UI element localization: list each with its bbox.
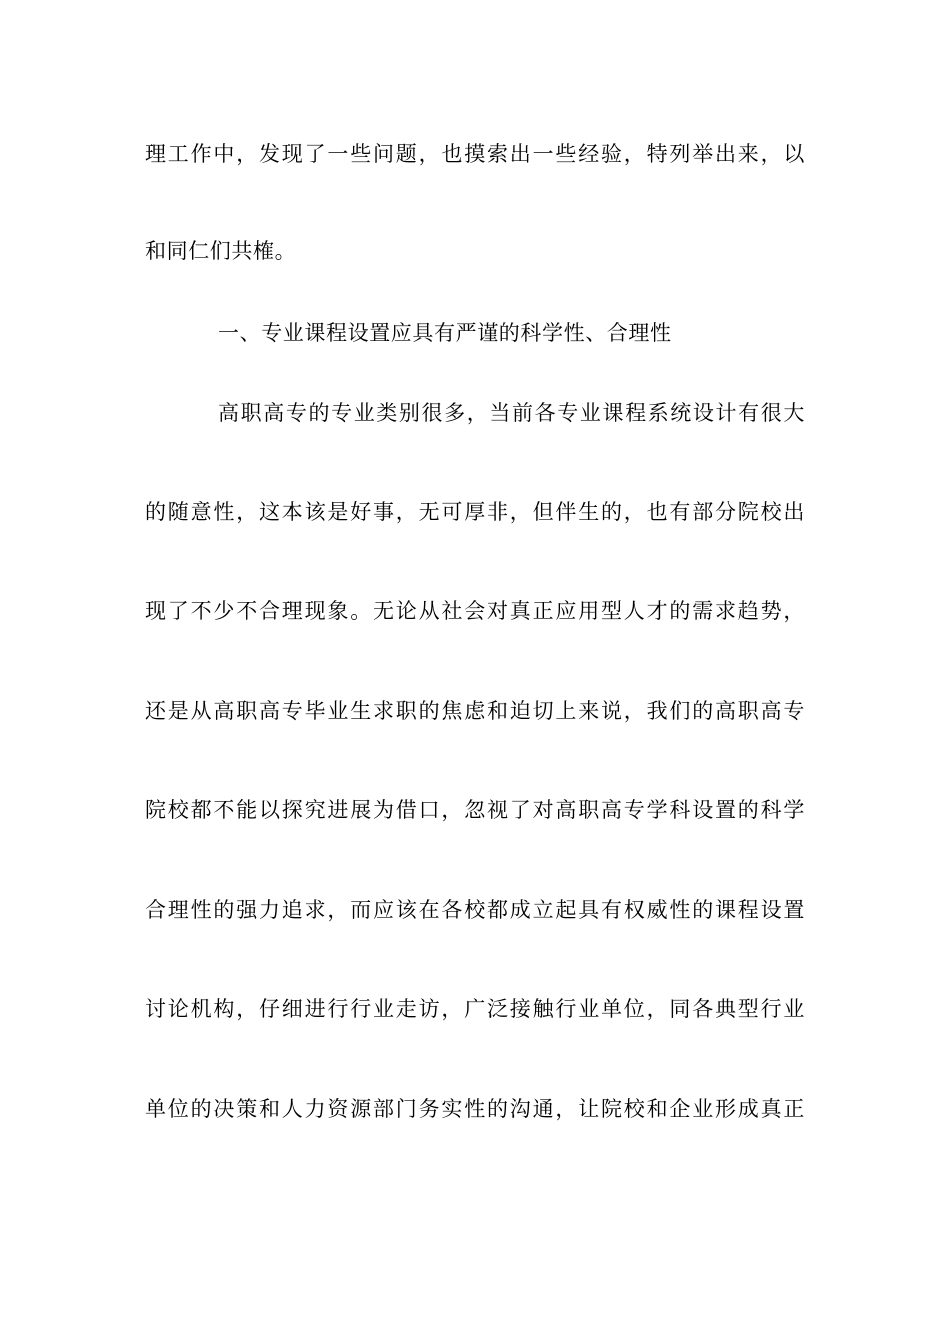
paragraph-line: 理工作中，发现了一些问题，也摸索出一些经验，特列举出来，以 — [145, 142, 805, 166]
paragraph-line: 合理性的强力追求，而应该在各校都成立起具有权威性的课程设置 — [145, 898, 805, 922]
paragraph-line: 单位的决策和人力资源部门务实性的沟通，让院校和企业形成真正 — [145, 1097, 805, 1121]
section-heading: 一、专业课程设置应具有严谨的科学性、合理性 — [218, 321, 672, 345]
paragraph-line: 院校都不能以探究进展为借口，忽视了对高职高专学科设置的科学 — [145, 798, 805, 822]
paragraph-line: 讨论机构，仔细进行行业走访，广泛接触行业单位，同各典型行业 — [145, 997, 805, 1021]
paragraph-line: 现了不少不合理现象。无论从社会对真正应用型人才的需求趋势， — [145, 599, 805, 623]
paragraph-line: 和同仁们共榷。 — [145, 239, 297, 263]
paragraph-line: 还是从高职高专毕业生求职的焦虑和迫切上来说，我们的高职高专 — [145, 699, 805, 723]
paragraph-line: 的随意性，这本该是好事，无可厚非，但伴生的，也有部分院校出 — [145, 500, 805, 524]
paragraph-line: 高职高专的专业类别很多，当前各专业课程系统设计有很大 — [218, 401, 805, 425]
